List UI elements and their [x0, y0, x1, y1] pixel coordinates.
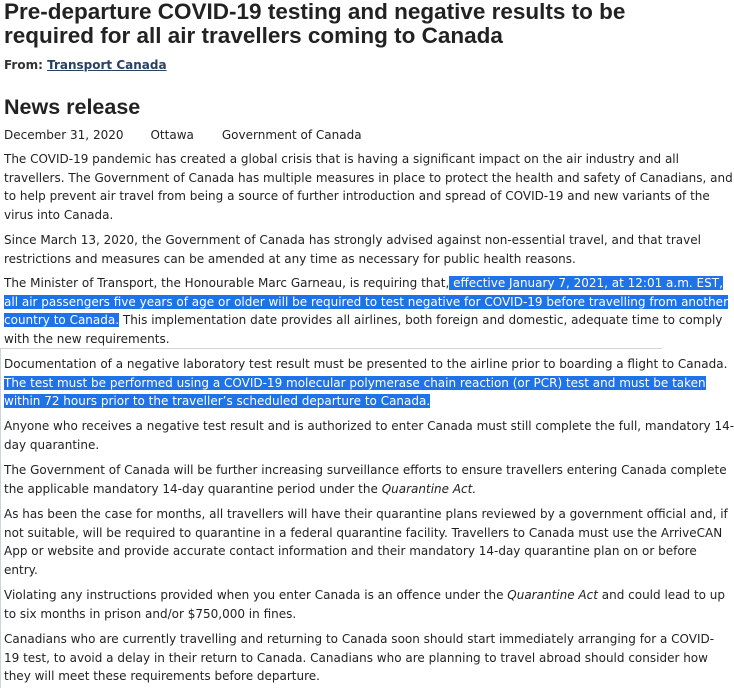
text-line: Anyone who receives a negative test result and is authorized to enter Canada must still complete the full, mandatory 14-	[4, 419, 734, 433]
selection-box-left-border	[0, 348, 1, 688]
from-label: From:	[4, 58, 43, 72]
text-line: virus into Canada.	[4, 207, 114, 222]
text-line: entry.	[4, 562, 38, 577]
highlighted-text: The test must be performed using a COVID-19 molecular polymerase chain reaction (or PCR) test and must be taken	[4, 375, 706, 390]
from-attribution	[4, 57, 167, 73]
text-line: to six months in prison and/or $750,000 in fines.	[4, 606, 297, 621]
text-line: they will meet these requirements before departure.	[4, 669, 320, 684]
text-line: 19 test, to avoid a delay in their return to Canada. Canadians who are planning to travel abroad should consider how	[4, 650, 708, 665]
text-line: The Government of Canada will be further increasing surveillance efforts to ensure travellers entering Canada complete	[4, 463, 727, 477]
paragraph-travel-advisory	[4, 231, 701, 268]
release-source: Government of Canada	[221, 128, 362, 142]
text-line: with the new requirements.	[4, 331, 170, 346]
page-title	[4, 0, 654, 48]
paragraph-surveillance	[4, 461, 727, 498]
release-date: December 31, 2020	[4, 128, 124, 142]
page-title-line-2: required for all air travellers coming to Canada	[4, 23, 503, 48]
selection-box-top-border	[0, 348, 662, 349]
text-line: The Minister of Transport, the Honourable Marc Garneau, is requiring that,	[4, 276, 450, 290]
text-line: As has been the case for months, all travellers will have their quarantine plans reviewed by a government official and, if	[4, 507, 728, 521]
text-line: and could lead to up	[597, 588, 726, 602]
text-line: App or website and provide accurate contact information and their mandatory 14-day quarantine plan on or before	[4, 544, 697, 559]
text-line: This implementation date provides all airlines, both foreign and domestic, adequate time to comply	[119, 313, 723, 328]
text-line: the applicable mandatory 14-day quarantine period under the	[4, 481, 382, 496]
paragraph-quarantine-completion	[4, 417, 734, 454]
text-line: to help prevent air travel from being a source of further introduction and spread of COVID-19 and new variants of the	[4, 189, 710, 204]
release-meta	[4, 126, 362, 144]
paragraph-violations	[4, 586, 726, 623]
paragraph-documentation	[4, 355, 728, 411]
paragraph-quarantine-plans	[4, 505, 728, 579]
highlighted-text: country to Canada.	[4, 313, 120, 328]
paragraph-canadians-travelling	[4, 630, 715, 686]
text-line: Violating any instructions provided when you enter Canada is an offence under the	[4, 588, 508, 602]
paragraph-minister-requirement	[4, 274, 728, 348]
text-line: Canadians who are currently travelling and returning to Canada soon should start immediately arranging for a COVID-	[4, 632, 715, 646]
text-line: restrictions and measures can be amended at any time as necessary for public health reasons.	[4, 251, 576, 266]
highlighted-text: within 72 hours prior to the traveller’s scheduled departure to Canada.	[4, 394, 431, 409]
page-title-line-1: Pre-departure COVID-19 testing and negative results to be	[4, 0, 626, 24]
release-location: Ottawa	[150, 128, 194, 142]
text-line: Since March 13, 2020, the Government of Canada has strongly advised against non-essential travel, and that travel	[4, 233, 701, 247]
highlighted-text: effective January 7, 2021, at 12:01 a.m. EST,	[449, 276, 723, 290]
section-heading: News release	[4, 95, 141, 119]
act-name: Quarantine Act	[507, 588, 598, 602]
text-line: travellers. The Government of Canada has multiple measures in place to protect the health and safety of Canadians, and	[4, 170, 733, 185]
act-name: Quarantine Act.	[381, 481, 477, 496]
highlighted-text: all air passengers five years of age or older will be required to test negative for COVID-19 before travelling from another	[4, 294, 728, 309]
transport-canada-link[interactable]: Transport Canada	[47, 58, 167, 72]
text-line: day quarantine.	[4, 437, 100, 452]
text-line: not suitable, will be required to quarantine in a federal quarantine facility. Travellers to Canada must use the ArriveCAN	[4, 525, 723, 540]
paragraph-pandemic-impact	[4, 150, 733, 224]
text-line: Documentation of a negative laboratory test result must be presented to the airline prior to boarding a flight to Canada.	[4, 357, 728, 371]
text-line: The COVID-19 pandemic has created a global crisis that is having a significant impact on the air industry and all	[4, 152, 679, 166]
